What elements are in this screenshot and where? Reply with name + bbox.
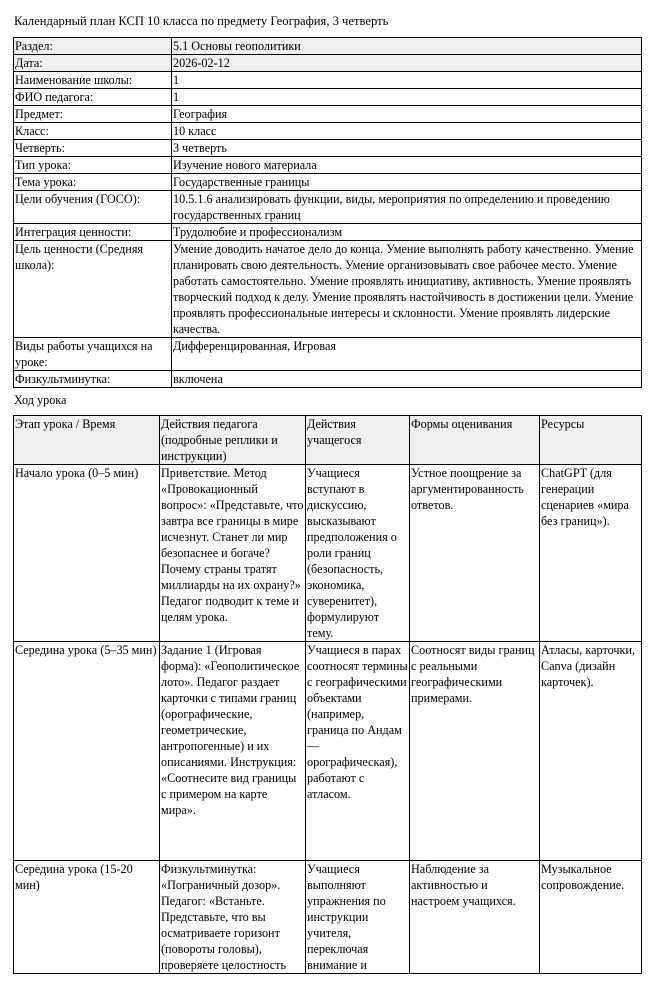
stage-cell: Начало урока (0–5 мин) (14, 465, 160, 642)
student-actions-cell: Учащиеся в парах соотносят термины с географическими объектами (например, граница по Андам — орографическая), работают с атласом. (306, 642, 410, 861)
flow-row (14, 465, 642, 642)
lesson-info-table (13, 37, 642, 388)
info-label: Физкультминутка: (14, 371, 172, 388)
info-value: 3 четверть (172, 140, 642, 157)
resources-cell: Атласы, карточки, Canva (дизайн карточек). (540, 642, 642, 861)
info-label: Четверть: (14, 140, 172, 157)
resources-cell: Музыкальное сопровождение. (540, 861, 642, 974)
info-label: ФИО педагога: (14, 89, 172, 106)
teacher-actions-cell: Задание 1 (Игровая форма): «Геополитическое лото». Педагог раздает карточки с типами границ (орографические, геометрические, антропогенные) и их описаниями. Инструкция: «Соотнесите вид границы с примером на карте мира». (160, 642, 306, 861)
stage-cell: Середина урока (15-20 мин) (14, 861, 160, 974)
info-value: 2026-02-12 (172, 55, 642, 72)
assessment-cell: Соотносят виды границ с реальными географическими примерами. (410, 642, 540, 861)
header-assessment: Формы оценивания (410, 416, 540, 465)
resources-cell: ChatGPT (для генерации сценариев «мира без границ»). (540, 465, 642, 642)
info-value: 10.5.1.6 анализировать функции, виды, мероприятия по определению и проведению государственных границ (172, 191, 642, 224)
info-label: Дата: (14, 55, 172, 72)
flow-row (14, 642, 642, 861)
info-row-subject (14, 106, 642, 123)
info-label: Предмет: (14, 106, 172, 123)
info-row-topic (14, 174, 642, 191)
info-label: Интеграция ценности: (14, 224, 172, 241)
assessment-cell: Устное поощрение за аргументированность ответов. (410, 465, 540, 642)
header-resources: Ресурсы (540, 416, 642, 465)
header-teacher-actions: Действия педагога (подробные реплики и инструкции) (160, 416, 306, 465)
header-stage: Этап урока / Время (14, 416, 160, 465)
info-row-quarter (14, 140, 642, 157)
lesson-flow-heading: Ход урока (14, 393, 67, 407)
info-row-teacher (14, 89, 642, 106)
info-label: Наименование школы: (14, 72, 172, 89)
info-label: Класс: (14, 123, 172, 140)
info-label: Цели обучения (ГОСО): (14, 191, 172, 224)
stage-cell: Середина урока (5–35 мин) (14, 642, 160, 861)
info-value: Дифференцированная, Игровая (172, 338, 642, 371)
page-title: Календарный план КСП 10 класса по предмету География, 3 четверть (14, 14, 389, 28)
info-row-objectives (14, 191, 642, 224)
info-label: Тема урока: (14, 174, 172, 191)
info-value: Трудолюбие и профессионализм (172, 224, 642, 241)
info-value: 1 (172, 72, 642, 89)
info-row-date (14, 55, 642, 72)
info-value: Умение доводить начатое дело до конца. Умение выполнять работу качественно. Умение планировать свою деятельность. Умение организовывать свое рабочее место. Умение работать самостоятельно. Умение проявлять инициативу, активность. Умение проявлять творческий подход к делу. Умение проявлять настойчивость в достижении цели. Умение проявлять профессиональные интересы и склонности. Умение проявлять лидерские качества. (172, 241, 642, 338)
assessment-cell: Наблюдение за активностью и настроем учащихся. (410, 861, 540, 974)
info-row-value-integration (14, 224, 642, 241)
info-row-exercise-break (14, 371, 642, 388)
teacher-actions-cell: Физкультминутка: «Пограничный дозор». Педагог: «Встаньте. Представьте, что вы осматриваете горизонт (повороты головы), проверяете целостность (160, 861, 306, 974)
flow-header-row (14, 416, 642, 465)
info-label: Тип урока: (14, 157, 172, 174)
teacher-actions-cell: Приветствие. Метод «Провокационный вопрос»: «Представьте, что завтра все границы в мире исчезнут. Станет ли мир безопаснее и богаче? Почему страны тратят миллиарды на их охрану?» Педагог подводит к теме и целям урока. (160, 465, 306, 642)
info-value: География (172, 106, 642, 123)
info-row-section (14, 38, 642, 55)
info-value: 5.1 Основы геополитики (172, 38, 642, 55)
info-value: Государственные границы (172, 174, 642, 191)
lesson-flow-table (13, 415, 642, 974)
info-value: 10 класс (172, 123, 642, 140)
info-row-work-types (14, 338, 642, 371)
info-value: 1 (172, 89, 642, 106)
student-actions-cell: Учащиеся вступают в дискуссию, высказывают предположения о роли границ (безопасность, экономика, суверенитет), формулируют тему. (306, 465, 410, 642)
info-value: Изучение нового материала (172, 157, 642, 174)
info-label: Виды работы учащихся на уроке: (14, 338, 172, 371)
header-student-actions: Действия учащегося (306, 416, 410, 465)
info-value: включена (172, 371, 642, 388)
info-label: Раздел: (14, 38, 172, 55)
info-row-value-goal (14, 241, 642, 338)
student-actions-cell: Учащиеся выполняют упражнения по инструкции учителя, переключая внимание и (306, 861, 410, 974)
info-row-class (14, 123, 642, 140)
info-row-lesson-type (14, 157, 642, 174)
flow-row (14, 861, 642, 974)
info-label: Цель ценности (Средняя школа): (14, 241, 172, 338)
info-row-school (14, 72, 642, 89)
